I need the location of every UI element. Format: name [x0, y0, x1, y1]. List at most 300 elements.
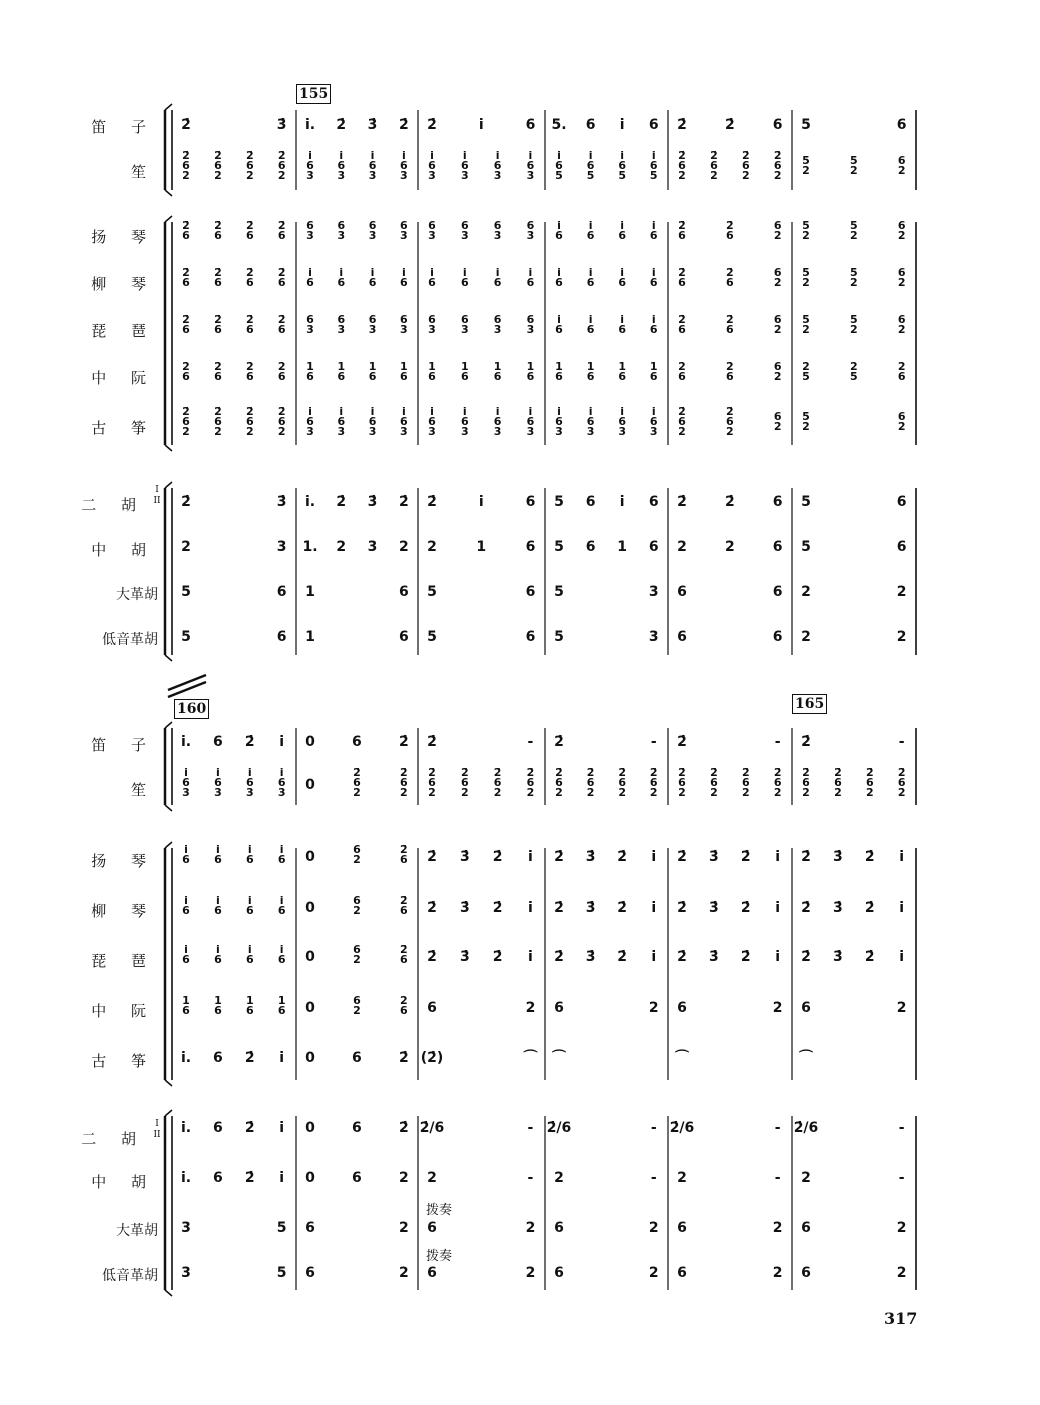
note: i [216, 894, 220, 907]
note: i [339, 266, 344, 279]
note: 6 [897, 410, 906, 423]
note: 6 [460, 276, 469, 289]
note: 6 [493, 776, 502, 789]
note: 2 [773, 370, 782, 383]
note: 2 [802, 786, 810, 799]
instrument-label-yangqin: 扬 琴 [91, 228, 156, 246]
note: 6 [493, 276, 502, 289]
note: 3 [306, 323, 314, 336]
note: i [620, 313, 625, 326]
note: 6 [526, 219, 535, 232]
note: 6 [277, 776, 286, 789]
note: 2 [182, 169, 190, 182]
note: 3̇ [585, 849, 596, 865]
note: 6 [526, 776, 535, 789]
note: i [279, 1050, 285, 1066]
note: i [339, 149, 344, 162]
note: 6 [555, 276, 563, 289]
note: 2 [648, 1000, 659, 1016]
note: 1 [493, 360, 502, 373]
note: 6 [586, 370, 595, 383]
note: 0 [305, 1120, 315, 1136]
note: 6 [525, 539, 536, 555]
system-separator [168, 675, 206, 690]
note: 3 [337, 229, 346, 242]
bracket-hook [165, 104, 172, 110]
note: 6 [245, 904, 254, 917]
note: 2 [554, 1170, 564, 1186]
note: 6 [182, 904, 190, 917]
note: 6 [896, 539, 907, 555]
note: 2 [277, 360, 286, 373]
note: 6 [618, 370, 626, 383]
note: i [651, 149, 656, 162]
note: 2̇ [398, 117, 409, 133]
note: i [308, 405, 312, 418]
rehearsal-mark-155: 155 [296, 84, 331, 104]
note: i [401, 149, 406, 162]
note: 2 [850, 229, 858, 242]
note: 6 [428, 370, 436, 383]
note: 6 [772, 629, 783, 645]
instrument-label-yangqin-2: 扬 琴 [91, 852, 156, 870]
note: 6 [214, 323, 222, 336]
note: 2 [802, 229, 810, 242]
note: 2̇/6 [419, 1120, 445, 1136]
instrument-label-guzheng-2: 古 筝 [91, 1052, 156, 1070]
note: i [619, 117, 625, 133]
note: i [495, 405, 500, 418]
note: 6 [277, 229, 286, 242]
note: 6 [337, 219, 346, 232]
note: 2 [896, 1000, 907, 1016]
note: 5 [181, 584, 191, 600]
note: 2 [648, 1220, 659, 1236]
note: 2 [741, 786, 750, 799]
note: 6 [586, 159, 595, 172]
note: 2̇ [741, 149, 750, 162]
note: i [247, 843, 252, 856]
note: 3 [648, 584, 659, 600]
note: (2̇) [420, 1050, 444, 1066]
note: 6 [305, 1220, 315, 1236]
note: 3 [368, 229, 377, 242]
note: 2̇ [710, 149, 718, 162]
note: 3 [586, 425, 595, 438]
note: 6 [245, 276, 254, 289]
note: - [650, 1120, 657, 1136]
note: 6 [214, 276, 222, 289]
instrument-label-zhongruan-2: 中 阮 [91, 1002, 156, 1020]
note: 6 [618, 229, 626, 242]
note: 2̇ [492, 949, 503, 965]
note: 6 [245, 159, 254, 172]
note: i [279, 734, 285, 750]
note: 2 [493, 786, 502, 799]
note: 6 [726, 323, 734, 336]
note: 3 [648, 629, 659, 645]
note: 2̇ [336, 117, 347, 133]
note: 6 [305, 1265, 315, 1281]
note: 2̇ [802, 766, 810, 779]
note: 2 [772, 1000, 783, 1016]
note: i [279, 766, 284, 779]
note: i [430, 266, 434, 279]
note: 2 [648, 1265, 659, 1281]
note: i [279, 1120, 285, 1136]
instrument-label-diyingehu: 低音革胡 [102, 632, 158, 648]
note: 2̇ [586, 766, 595, 779]
note: ⌒ [523, 1050, 538, 1066]
note: 5 [181, 629, 191, 645]
note: 1 [214, 994, 222, 1007]
note: 6 [400, 776, 408, 789]
note: 6 [648, 494, 659, 510]
note: 3 [306, 229, 314, 242]
note: 3 [181, 1220, 191, 1236]
note: i [588, 313, 593, 326]
note: 3 [276, 539, 287, 555]
note: 6 [460, 219, 469, 232]
note: i [216, 766, 220, 779]
note: 6 [526, 415, 535, 428]
note: 6 [182, 415, 190, 428]
note: 6 [277, 323, 286, 336]
note: 2̇ [678, 266, 686, 279]
note: 2 [353, 853, 361, 866]
note: i [528, 900, 533, 916]
note: 2̇ [493, 766, 502, 779]
note: 6 [897, 154, 906, 167]
note: 6 [526, 276, 535, 289]
note: 6 [277, 953, 286, 966]
note: i [620, 405, 625, 418]
note: 6 [213, 734, 223, 750]
note: 2̇ [726, 313, 734, 326]
note: 6 [897, 776, 906, 789]
note: 6 [896, 117, 907, 133]
note: i. [304, 117, 316, 133]
note: 6 [678, 323, 686, 336]
note: 6 [801, 1000, 811, 1016]
note: 3 [428, 323, 436, 336]
note: 6 [677, 1220, 687, 1236]
system-separator [168, 682, 206, 697]
note: 6 [245, 1004, 254, 1017]
note: 6 [245, 229, 254, 242]
note: 6 [400, 219, 408, 232]
note: 6 [427, 1220, 437, 1236]
note: 1 [305, 584, 315, 600]
note: 3̇ [367, 117, 378, 133]
note: 6 [649, 276, 658, 289]
note: 2 [428, 786, 436, 799]
note: 6 [353, 776, 361, 789]
bracket-hook [165, 722, 172, 728]
note: 6 [400, 853, 408, 866]
note: i [370, 266, 375, 279]
note: 3̇ [276, 494, 287, 510]
note: 6 [460, 313, 469, 326]
note: 2 [896, 1220, 907, 1236]
note: 2̇ [214, 149, 222, 162]
note: 6 [277, 1004, 286, 1017]
note: 6 [277, 159, 286, 172]
note: 2̇ [398, 734, 409, 750]
note: 1 [245, 994, 254, 1007]
note: 6 [245, 853, 254, 866]
note: 6 [677, 1265, 687, 1281]
note: 2 [336, 539, 347, 555]
note: i [279, 894, 284, 907]
note: 2 [896, 629, 907, 645]
bracket-hook [165, 842, 172, 848]
note: 2 [896, 584, 907, 600]
note: i [557, 219, 561, 232]
note: i [308, 266, 312, 279]
note: 6 [773, 219, 782, 232]
note: 2̇ [244, 1170, 255, 1186]
note: 2 [772, 1265, 783, 1281]
note: 5 [802, 410, 810, 423]
note: 2̇ [245, 405, 254, 418]
note: 3̇ [709, 949, 719, 965]
note: 2 [214, 169, 222, 182]
note: 2̇ [277, 405, 286, 418]
note: 5 [802, 313, 810, 326]
note: 6 [773, 410, 782, 423]
note: 6 [554, 1220, 564, 1236]
note: 6 [400, 1004, 408, 1017]
note: 3 [460, 323, 469, 336]
bracket-hook [165, 482, 172, 488]
note: 5 [554, 539, 564, 555]
note: i [528, 849, 533, 865]
note: i [247, 894, 252, 907]
note: 6 [352, 1170, 362, 1186]
note: i [651, 900, 657, 916]
note: 2̇ [182, 219, 190, 232]
note: 6 [460, 415, 469, 428]
note: 6 [182, 953, 190, 966]
note: 6 [214, 853, 222, 866]
note: i [308, 149, 312, 162]
note: 6 [400, 370, 408, 383]
note: 1 [476, 539, 487, 555]
note: i [651, 949, 657, 965]
note: 2̇ [801, 949, 811, 965]
note: 2̇ [741, 766, 750, 779]
note: 2 [897, 229, 906, 242]
note: 6 [897, 266, 906, 279]
note: 3̇ [276, 117, 287, 133]
note: 3 [368, 425, 377, 438]
note: 6 [677, 629, 687, 645]
note: 2 [850, 276, 858, 289]
note: 3 [526, 229, 535, 242]
note: 0 [305, 734, 315, 750]
note: 2 [182, 360, 190, 373]
note: 6 [526, 159, 535, 172]
note: 6 [337, 159, 346, 172]
note: 2̇ [427, 734, 437, 750]
note: 3̇ [833, 849, 843, 865]
note: 2̇ [677, 849, 687, 865]
note: 3 [182, 786, 190, 799]
note: 2̇ [677, 900, 687, 916]
note: 6 [368, 276, 377, 289]
note: 6 [710, 776, 718, 789]
note: 6 [555, 229, 563, 242]
note: i [279, 943, 284, 956]
note: 6 [277, 276, 286, 289]
note: 3 [367, 539, 378, 555]
note: 6 [525, 117, 536, 133]
note: 6 [277, 415, 286, 428]
note: 6 [182, 323, 190, 336]
note: ⌒ [799, 1050, 813, 1066]
note: i [430, 405, 434, 418]
note: 2̇ [678, 405, 686, 418]
note: 5 [850, 154, 858, 167]
note: 6 [182, 1004, 190, 1017]
note: 2̇ [244, 1050, 255, 1066]
bracket-hook [165, 445, 172, 451]
note: 2̇ [678, 766, 686, 779]
note: 2̇ [801, 900, 811, 916]
note: 6 [398, 584, 409, 600]
note: 6 [182, 853, 190, 866]
note: 2 [850, 164, 858, 177]
note: i [620, 219, 625, 232]
note: 6 [306, 219, 314, 232]
note: 6 [400, 313, 408, 326]
note: 5 [586, 169, 595, 182]
note: i [619, 494, 625, 510]
note: 2̇ [897, 766, 906, 779]
note: 2̇ [677, 949, 687, 965]
note: 1 [337, 360, 346, 373]
note: 6 [460, 159, 469, 172]
note: i. [180, 1050, 192, 1066]
note: - [650, 734, 657, 750]
note: 2 [214, 425, 222, 438]
note: 3 [337, 425, 346, 438]
note: i [370, 149, 375, 162]
bracket-hook [165, 1290, 172, 1296]
instrument-label-zhonghu: 中 胡 [91, 541, 156, 559]
note: 6 [555, 776, 563, 789]
note: 6 [214, 229, 222, 242]
note: 6 [726, 229, 734, 242]
note: 6 [245, 776, 254, 789]
note: 2̇ [214, 313, 222, 326]
note: 3 [649, 425, 658, 438]
note: 3 [493, 169, 502, 182]
note: 6 [554, 1265, 564, 1281]
note: i [899, 849, 905, 865]
note: 2 [649, 786, 658, 799]
note: 2̇ [398, 494, 409, 510]
note: - [898, 1170, 905, 1186]
note: 6 [525, 494, 536, 510]
note: 3 [337, 169, 346, 182]
instrument-label-sheng: 笙 [130, 163, 156, 181]
note: 2 [801, 629, 811, 645]
note: 2̇ [398, 1050, 409, 1066]
note: 3 [493, 229, 502, 242]
note: 6 [678, 776, 686, 789]
note: 3̇ [459, 849, 470, 865]
note: 6 [773, 159, 782, 172]
note: 2 [897, 420, 906, 433]
note: 6 [677, 1000, 687, 1016]
note: 2̇ [526, 766, 535, 779]
note: 2 [724, 539, 735, 555]
note: 2 [773, 276, 782, 289]
note: 3 [460, 425, 469, 438]
note: 2 [865, 786, 874, 799]
note: 2̇ [724, 494, 735, 510]
note: 3 [368, 323, 377, 336]
note: 6 [493, 159, 502, 172]
note: 2 [897, 164, 906, 177]
note: 6 [493, 219, 502, 232]
note: 2 [850, 360, 858, 373]
note: 2̇ [617, 849, 628, 865]
note: 2̇/6 [546, 1120, 572, 1136]
note: i. [180, 734, 192, 750]
note: 1 [526, 360, 535, 373]
note: 6 [585, 539, 596, 555]
note: i [588, 219, 593, 232]
note: 6 [834, 776, 842, 789]
note: 5 [801, 539, 811, 555]
note: 6 [400, 276, 408, 289]
note: 5 [850, 313, 858, 326]
note: i [528, 149, 533, 162]
note: 6 [276, 629, 287, 645]
note: 6 [353, 994, 361, 1007]
note: 2 [772, 1220, 783, 1236]
note: 6 [896, 494, 907, 510]
erhu-part-2: II [153, 496, 161, 506]
note: 1 [368, 360, 377, 373]
note: 1. [302, 539, 318, 555]
note: 5 [427, 629, 437, 645]
note: 6 [555, 370, 563, 383]
note: 2̇ [460, 766, 469, 779]
note: 2 [525, 1000, 536, 1016]
note: 2 [245, 169, 254, 182]
note: 6 [214, 415, 222, 428]
note: 2̇ [492, 849, 503, 865]
note: 2 [678, 360, 686, 373]
note: 0 [305, 777, 315, 793]
note: 3 [400, 169, 408, 182]
note: i [899, 949, 905, 965]
note: 2̇ [492, 900, 503, 916]
note: - [898, 734, 905, 750]
note: 2 [678, 786, 686, 799]
note: 0 [305, 849, 315, 865]
note: 6 [337, 313, 346, 326]
note: 6 [618, 415, 626, 428]
note: 2 [850, 323, 858, 336]
note: 2̇ [182, 405, 190, 418]
note: 6 [306, 159, 314, 172]
note: 6 [368, 415, 377, 428]
